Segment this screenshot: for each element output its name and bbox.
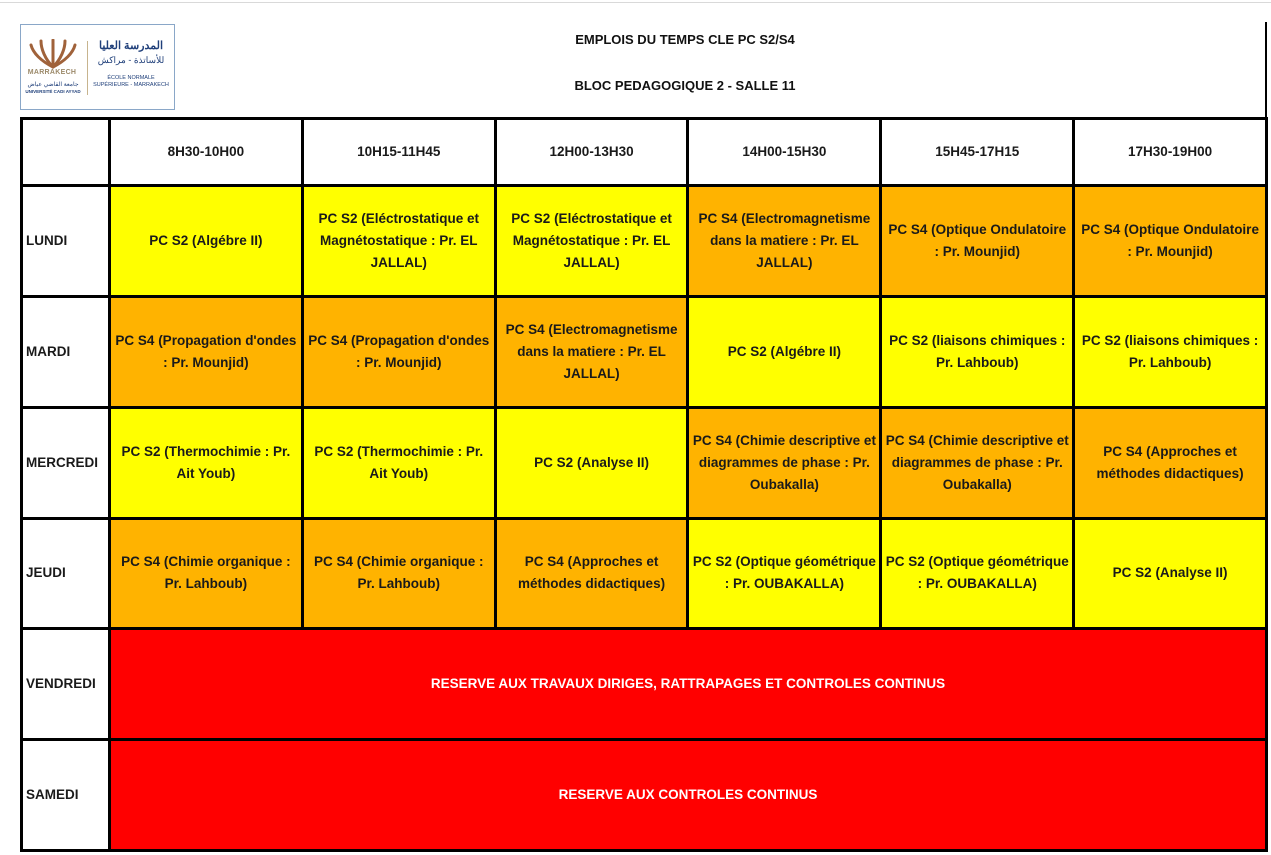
time-slot-header: 12H00-13H30: [497, 120, 687, 184]
reserved-block: RESERVE AUX CONTROLES CONTINUS: [111, 741, 1265, 849]
corner-cell: [23, 120, 108, 184]
session-cell: PC S2 (liaisons chimiques : Pr. Lahboub): [1075, 298, 1265, 406]
day-label: SAMEDI: [23, 741, 108, 849]
palm-emblem-icon: [27, 39, 79, 69]
session-cell: PC S4 (Chimie descriptive et diagrammes de phase : Pr. Oubakalla): [882, 409, 1072, 517]
session-cell: PC S4 (Approches et méthodes didactiques): [497, 520, 687, 628]
logo-arabic-line2: للأساتذة - مراكش: [97, 55, 165, 65]
logo-university-arabic: جامعة القاضي عياض: [27, 82, 79, 88]
room-subtitle: BLOC PEDAGOGIQUE 2 - SALLE 11: [574, 78, 796, 93]
session-cell: PC S4 (Chimie descriptive et diagrammes de phase : Pr. Oubakalla): [689, 409, 879, 517]
time-slot-header: 15H45-17H15: [882, 120, 1072, 184]
session-cell: PC S4 (Propagation d'ondes : Pr. Mounjid): [111, 298, 301, 406]
session-cell: PC S2 (Eléctrostatique et Magnétostatique : Pr. EL JALLAL): [497, 187, 687, 295]
school-logo: [20, 24, 175, 110]
logo-university-french: UNIVERSITÉ CADI AYYAD: [25, 89, 81, 94]
session-cell: PC S4 (Optique Ondulatoire : Pr. Mounjid): [882, 187, 1072, 295]
session-cell: PC S4 (Optique Ondulatoire : Pr. Mounjid): [1075, 187, 1265, 295]
session-cell: PC S2 (Algébre II): [689, 298, 879, 406]
session-cell: PC S4 (Electromagnetisme dans la matiere : Pr. EL JALLAL): [497, 298, 687, 406]
time-slot-header: 14H00-15H30: [689, 120, 879, 184]
session-cell: PC S2 (liaisons chimiques : Pr. Lahboub): [882, 298, 1072, 406]
logo-separator: [87, 41, 88, 95]
header-right-border: [1265, 22, 1267, 120]
day-label: MERCREDI: [23, 409, 108, 517]
logo-city: MARRAKECH: [27, 69, 77, 76]
reserved-block: RESERVE AUX TRAVAUX DIRIGES, RATTRAPAGES ET CONTROLES CONTINUS: [111, 630, 1265, 738]
logo-french-line2: SUPÉRIEURE - MARRAKECH: [93, 82, 169, 88]
session-cell: PC S2 (Thermochimie : Pr. Ait Youb): [111, 409, 301, 517]
session-cell: PC S2 (Optique géométrique : Pr. OUBAKALLA): [689, 520, 879, 628]
time-slot-header: 10H15-11H45: [304, 120, 494, 184]
day-label: VENDREDI: [23, 630, 108, 738]
session-cell: PC S4 (Chimie organique : Pr. Lahboub): [111, 520, 301, 628]
day-label: MARDI: [23, 298, 108, 406]
session-cell: PC S2 (Thermochimie : Pr. Ait Youb): [304, 409, 494, 517]
logo-french-line1: ÉCOLE NORMALE: [107, 75, 155, 81]
session-cell: PC S2 (Analyse II): [497, 409, 687, 517]
session-cell: PC S2 (Optique géométrique : Pr. OUBAKALLA): [882, 520, 1072, 628]
session-cell: PC S2 (Eléctrostatique et Magnétostatique : Pr. EL JALLAL): [304, 187, 494, 295]
session-cell: PC S4 (Propagation d'ondes : Pr. Mounjid): [304, 298, 494, 406]
timetable-grid: [20, 117, 1268, 852]
session-cell: PC S4 (Approches et méthodes didactiques): [1075, 409, 1265, 517]
session-cell: PC S2 (Algébre II): [111, 187, 301, 295]
session-cell: PC S4 (Electromagnetisme dans la matiere : Pr. EL JALLAL): [689, 187, 879, 295]
day-label: JEUDI: [23, 520, 108, 628]
session-cell: PC S4 (Chimie organique : Pr. Lahboub): [304, 520, 494, 628]
time-slot-header: 8H30-10H00: [111, 120, 301, 184]
logo-arabic-line1: المدرسة العليا: [98, 40, 164, 52]
session-cell: PC S2 (Analyse II): [1075, 520, 1265, 628]
time-slot-header: 17H30-19H00: [1075, 120, 1265, 184]
top-divider: [0, 2, 1271, 3]
timetable-title: EMPLOIS DU TEMPS CLE PC S2/S4: [575, 32, 795, 47]
day-label: LUNDI: [23, 187, 108, 295]
